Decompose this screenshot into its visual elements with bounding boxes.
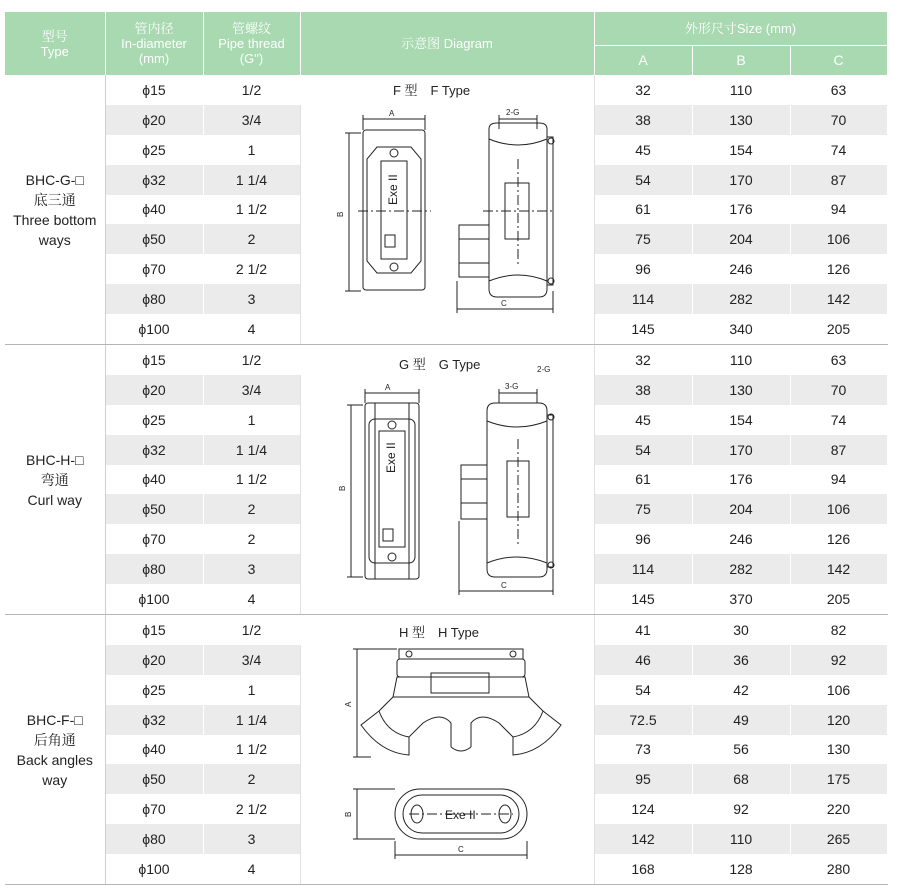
size-a-cell: 72.5 <box>594 705 692 735</box>
size-c-cell: 74 <box>790 405 887 435</box>
diameter-cell: ϕ50 <box>105 764 203 794</box>
size-b-cell: 30 <box>692 615 790 645</box>
size-a-cell: 73 <box>594 735 692 765</box>
size-c-cell: 130 <box>790 735 887 765</box>
thread-cell: 3 <box>203 824 300 854</box>
diameter-cell: ϕ40 <box>105 735 203 765</box>
model-cell <box>5 345 105 615</box>
model-cell <box>5 615 105 885</box>
thread-cell: 2 1/2 <box>203 794 300 824</box>
diameter-cell: ϕ40 <box>105 195 203 225</box>
size-a-cell: 61 <box>594 195 692 225</box>
size-a-cell: 168 <box>594 854 692 884</box>
header-diameter-unit: (mm) <box>138 51 170 66</box>
header-size: 外形尺寸Size (mm) <box>594 12 887 46</box>
size-b-cell: 110 <box>692 345 790 375</box>
spec-table-body <box>5 75 887 885</box>
dim-b-label: B <box>335 211 345 217</box>
thread-cell: 2 1/2 <box>203 254 300 284</box>
thread-cell: 1 <box>203 405 300 435</box>
size-c-cell: 142 <box>790 554 887 584</box>
size-b-cell: 42 <box>692 675 790 705</box>
size-b-cell: 282 <box>692 284 790 314</box>
size-b-cell: 128 <box>692 854 790 884</box>
size-c-cell: 126 <box>790 254 887 284</box>
size-a-cell: 96 <box>594 254 692 284</box>
size-c-cell: 94 <box>790 195 887 225</box>
thread-cell: 3/4 <box>203 645 300 675</box>
size-c-cell: 92 <box>790 645 887 675</box>
thread-cell: 2 <box>203 494 300 524</box>
dim-c-label: C <box>500 581 507 590</box>
h-type-diagram <box>301 615 595 881</box>
size-a-cell: 54 <box>594 165 692 195</box>
f-type-diagram <box>301 75 595 341</box>
size-a-cell: 45 <box>594 135 692 165</box>
diameter-cell: ϕ32 <box>105 435 203 465</box>
header-col-b: B <box>692 46 790 76</box>
thread-cell: 1 1/2 <box>203 195 300 225</box>
diameter-cell: ϕ25 <box>105 135 203 165</box>
diameter-cell: ϕ100 <box>105 854 203 884</box>
header-type-en: Type <box>40 43 69 59</box>
size-b-cell: 176 <box>692 195 790 225</box>
size-c-cell: 265 <box>790 824 887 854</box>
size-c-cell: 87 <box>790 435 887 465</box>
size-a-cell: 32 <box>594 345 692 375</box>
size-a-cell: 46 <box>594 645 692 675</box>
header-diameter <box>105 12 203 75</box>
size-a-cell: 75 <box>594 224 692 254</box>
model-model-en-2: way <box>42 771 68 788</box>
spec-table <box>5 12 888 885</box>
size-c-cell: 70 <box>790 105 887 135</box>
diameter-cell: ϕ15 <box>105 615 203 645</box>
dim-a-label: A <box>343 701 353 707</box>
thread-cell: 1 1/4 <box>203 435 300 465</box>
diameter-cell: ϕ50 <box>105 224 203 254</box>
size-c-cell: 63 <box>790 75 887 105</box>
size-c-cell: 63 <box>790 345 887 375</box>
model-model-en-1: Curl way <box>27 491 82 508</box>
table-row <box>5 615 887 645</box>
diameter-cell: ϕ70 <box>105 524 203 554</box>
diameter-cell: ϕ20 <box>105 645 203 675</box>
thread-cell: 3/4 <box>203 105 300 135</box>
thread-cell: 2 <box>203 524 300 554</box>
size-a-cell: 95 <box>594 764 692 794</box>
model-model-cn: 后角通 <box>33 731 76 748</box>
diameter-cell: ϕ70 <box>105 254 203 284</box>
size-b-cell: 370 <box>692 584 790 614</box>
exe-mark: Exe II <box>444 808 476 822</box>
size-c-cell: 87 <box>790 165 887 195</box>
exe-mark: Exe II <box>385 174 400 205</box>
size-a-cell: 145 <box>594 314 692 345</box>
diameter-cell: ϕ20 <box>105 105 203 135</box>
diameter-cell: ϕ20 <box>105 375 203 405</box>
model-model-code: BHC-G-□ <box>25 171 84 188</box>
model-cell <box>5 75 105 345</box>
dim-b-label: B <box>337 485 347 491</box>
diameter-cell: ϕ100 <box>105 584 203 614</box>
thread-cell: 3 <box>203 554 300 584</box>
size-b-cell: 246 <box>692 524 790 554</box>
diameter-cell: ϕ25 <box>105 675 203 705</box>
thread-cell: 1 1/4 <box>203 165 300 195</box>
size-a-cell: 54 <box>594 675 692 705</box>
size-b-cell: 282 <box>692 554 790 584</box>
header-col-a: A <box>594 46 692 76</box>
size-b-cell: 204 <box>692 494 790 524</box>
header-diameter-en: In-diameter <box>121 36 187 51</box>
model-model-code: BHC-H-□ <box>26 451 84 468</box>
thread-cell: 3 <box>203 284 300 314</box>
size-c-cell: 82 <box>790 615 887 645</box>
header-type <box>5 12 105 75</box>
size-c-cell: 70 <box>790 375 887 405</box>
diameter-cell: ϕ32 <box>105 705 203 735</box>
size-a-cell: 114 <box>594 554 692 584</box>
thread-cell: 3/4 <box>203 375 300 405</box>
size-c-cell: 205 <box>790 584 887 614</box>
diameter-cell: ϕ80 <box>105 284 203 314</box>
table-row <box>5 345 887 375</box>
size-b-cell: 154 <box>692 135 790 165</box>
exe-mark: Exe II <box>383 442 398 473</box>
size-c-cell: 280 <box>790 854 887 884</box>
diameter-cell: ϕ40 <box>105 465 203 495</box>
size-c-cell: 205 <box>790 314 887 345</box>
size-c-cell: 126 <box>790 524 887 554</box>
size-b-cell: 154 <box>692 405 790 435</box>
model-model-cn: 弯通 <box>40 471 69 488</box>
thread-cell: 4 <box>203 584 300 614</box>
size-a-cell: 38 <box>594 105 692 135</box>
size-b-cell: 92 <box>692 794 790 824</box>
spec-table-sheet <box>5 12 887 884</box>
thread-cell: 4 <box>203 314 300 345</box>
size-b-cell: 340 <box>692 314 790 345</box>
dim-g-label: 3-G <box>504 382 518 391</box>
size-b-cell: 170 <box>692 165 790 195</box>
size-a-cell: 41 <box>594 615 692 645</box>
size-c-cell: 220 <box>790 794 887 824</box>
thread-cell: 1 <box>203 135 300 165</box>
size-c-cell: 74 <box>790 135 887 165</box>
size-c-cell: 106 <box>790 224 887 254</box>
size-b-cell: 110 <box>692 824 790 854</box>
size-c-cell: 106 <box>790 675 887 705</box>
diagram-title: H 型 H Type <box>398 625 479 640</box>
model-model-en-1: Back angles <box>16 751 93 768</box>
size-a-cell: 32 <box>594 75 692 105</box>
size-b-cell: 170 <box>692 435 790 465</box>
table-row <box>5 75 887 105</box>
size-b-cell: 49 <box>692 705 790 735</box>
header-thread-en: Pipe thread <box>218 36 285 51</box>
diameter-cell: ϕ15 <box>105 75 203 105</box>
dim-c-label: C <box>457 845 464 854</box>
size-a-cell: 61 <box>594 465 692 495</box>
size-b-cell: 204 <box>692 224 790 254</box>
diameter-cell: ϕ25 <box>105 405 203 435</box>
size-b-cell: 36 <box>692 645 790 675</box>
header-thread-unit: (G") <box>239 51 264 66</box>
dim-a-label: A <box>388 109 394 118</box>
thread-cell: 2 <box>203 764 300 794</box>
size-a-cell: 45 <box>594 405 692 435</box>
dim-g2-label: 2-G <box>536 365 550 374</box>
size-a-cell: 38 <box>594 375 692 405</box>
size-b-cell: 130 <box>692 375 790 405</box>
size-a-cell: 75 <box>594 494 692 524</box>
diameter-cell: ϕ50 <box>105 494 203 524</box>
header-diagram: 示意图 Diagram <box>300 12 594 75</box>
dim-b-label: B <box>343 811 353 817</box>
thread-cell: 1/2 <box>203 345 300 375</box>
thread-cell: 2 <box>203 224 300 254</box>
size-a-cell: 142 <box>594 824 692 854</box>
size-b-cell: 110 <box>692 75 790 105</box>
size-b-cell: 68 <box>692 764 790 794</box>
header-thread <box>203 12 300 75</box>
header-diameter-cn: 管内径 <box>134 21 174 36</box>
diagram-cell <box>300 75 594 345</box>
header-type-cn: 型号 <box>41 28 68 44</box>
thread-cell: 1 <box>203 675 300 705</box>
size-a-cell: 124 <box>594 794 692 824</box>
thread-cell: 1/2 <box>203 615 300 645</box>
size-c-cell: 175 <box>790 764 887 794</box>
size-c-cell: 94 <box>790 465 887 495</box>
dim-g-label: 2-G <box>505 108 519 117</box>
diagram-title: G 型 G Type <box>398 357 480 372</box>
model-model-cn: 底三通 <box>33 191 76 208</box>
size-b-cell: 130 <box>692 105 790 135</box>
size-a-cell: 96 <box>594 524 692 554</box>
diagram-cell <box>300 345 594 615</box>
diameter-cell: ϕ100 <box>105 314 203 345</box>
model-model-en-2: ways <box>38 231 71 248</box>
dim-c-label: C <box>500 299 507 308</box>
header-col-c: C <box>790 46 887 76</box>
size-b-cell: 176 <box>692 465 790 495</box>
model-model-en-1: Three bottom <box>13 211 97 228</box>
header-thread-cn: 管螺纹 <box>231 21 271 36</box>
diagram-title: F 型 F Type <box>392 83 470 98</box>
diameter-cell: ϕ70 <box>105 794 203 824</box>
diameter-cell: ϕ15 <box>105 345 203 375</box>
dim-a-label: A <box>384 383 390 392</box>
diameter-cell: ϕ32 <box>105 165 203 195</box>
size-c-cell: 106 <box>790 494 887 524</box>
thread-cell: 1 1/2 <box>203 465 300 495</box>
size-b-cell: 246 <box>692 254 790 284</box>
thread-cell: 1 1/2 <box>203 735 300 765</box>
thread-cell: 4 <box>203 854 300 884</box>
size-c-cell: 142 <box>790 284 887 314</box>
diagram-cell <box>300 615 594 885</box>
thread-cell: 1/2 <box>203 75 300 105</box>
diameter-cell: ϕ80 <box>105 554 203 584</box>
size-a-cell: 145 <box>594 584 692 614</box>
model-model-code: BHC-F-□ <box>26 711 83 728</box>
size-b-cell: 56 <box>692 735 790 765</box>
size-a-cell: 114 <box>594 284 692 314</box>
size-c-cell: 120 <box>790 705 887 735</box>
diameter-cell: ϕ80 <box>105 824 203 854</box>
thread-cell: 1 1/4 <box>203 705 300 735</box>
g-type-diagram <box>301 345 595 611</box>
size-a-cell: 54 <box>594 435 692 465</box>
